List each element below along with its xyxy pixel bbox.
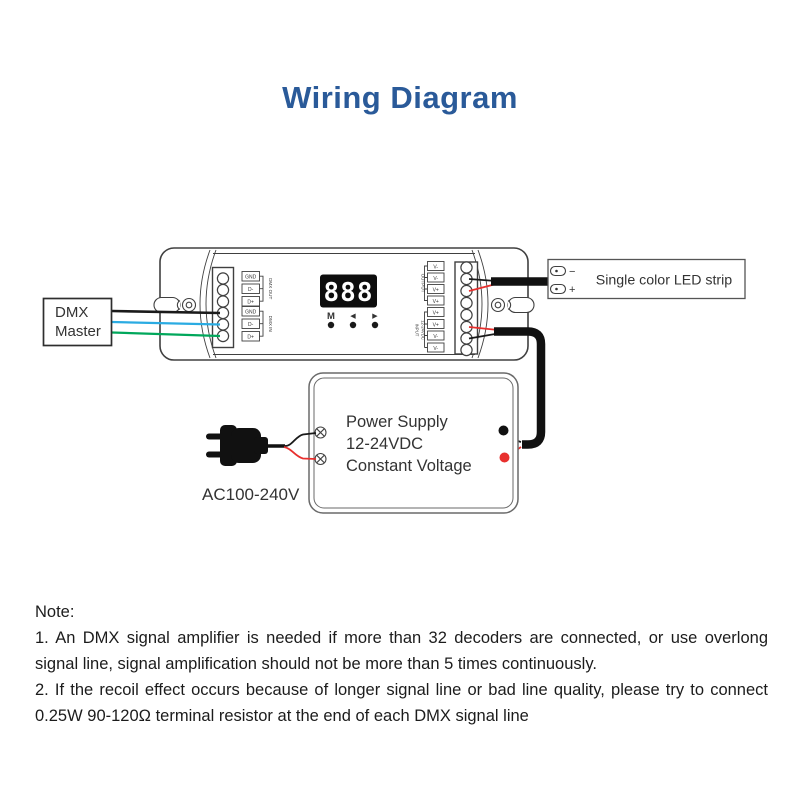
- svg-text:V+: V+: [432, 310, 439, 317]
- note-section: [35, 599, 768, 729]
- note-item-1: 1. An DMX signal amplifier is needed if more than 32 decoders are connected, or use overlong signal line, signal amplification should not be more than 5 times continuously.: [35, 629, 768, 673]
- svg-text:V+: V+: [432, 298, 439, 305]
- led-minus-terminal: [551, 267, 566, 276]
- svg-text:D-: D-: [248, 322, 254, 329]
- left-button: [350, 322, 356, 328]
- svg-text:V-: V-: [433, 275, 439, 282]
- minus-sign: −: [569, 266, 576, 278]
- power-supply-line3: Constant Voltage: [346, 457, 472, 475]
- input-voltage-label: 12-24VDC: [420, 320, 426, 340]
- mode-button-label: M: [327, 311, 335, 322]
- dmx-master-line1: DMX: [55, 304, 89, 321]
- input-label: INPUT: [414, 323, 420, 337]
- svg-text:D+: D+: [247, 299, 254, 306]
- svg-text:V+: V+: [432, 322, 439, 329]
- dc-plus-terminal: [500, 453, 510, 463]
- svg-text:GND: GND: [245, 274, 257, 281]
- ac-voltage-label: AC100-240V: [202, 485, 300, 504]
- output-label: OUTPUT: [420, 273, 426, 293]
- note-item-2: 2. If the recoil effect occurs because of longer signal line or bad line quality, please try to connect 0.25W 90-120Ω terminal resistor at the end of each DMX signal line: [35, 681, 768, 725]
- svg-text:V-: V-: [433, 333, 439, 340]
- dmx-in-label: DMX IN: [268, 315, 273, 332]
- left-mount-slot-icon: [154, 298, 180, 313]
- power-supply-box: [309, 373, 518, 513]
- output-terminal-block: [455, 262, 478, 356]
- note-heading: Note:: [35, 603, 75, 621]
- led-strip-label: Single color LED strip: [595, 272, 733, 289]
- dc-minus-terminal: [499, 426, 509, 436]
- plus-sign: +: [569, 284, 576, 296]
- svg-text:D+: D+: [247, 334, 254, 341]
- page-title: Wiring Diagram: [282, 80, 518, 115]
- power-supply-line2: 12-24VDC: [346, 435, 424, 453]
- right-button: [372, 322, 378, 328]
- left-arrow-label: ◀: [350, 313, 356, 320]
- ac-plug-icon: [206, 425, 316, 466]
- svg-text:V-: V-: [433, 345, 439, 352]
- power-supply-line1: Power Supply: [346, 413, 448, 431]
- svg-text:V-: V-: [433, 264, 439, 271]
- display-digits: 888: [323, 278, 374, 308]
- svg-text:V+: V+: [432, 287, 439, 294]
- mode-button: [328, 322, 334, 328]
- dmx-master-box: [44, 299, 112, 346]
- dmx-master-line2: Master: [55, 323, 101, 340]
- led-plus-terminal: [551, 285, 566, 294]
- right-arrow-label: ▶: [372, 313, 378, 320]
- dmx-out-label: DMX OUT: [268, 278, 273, 300]
- svg-text:GND: GND: [245, 309, 257, 316]
- svg-text:D-: D-: [248, 287, 254, 294]
- led-strip-box: [548, 260, 745, 299]
- right-mount-slot-icon: [508, 298, 534, 313]
- led-display: [320, 275, 377, 309]
